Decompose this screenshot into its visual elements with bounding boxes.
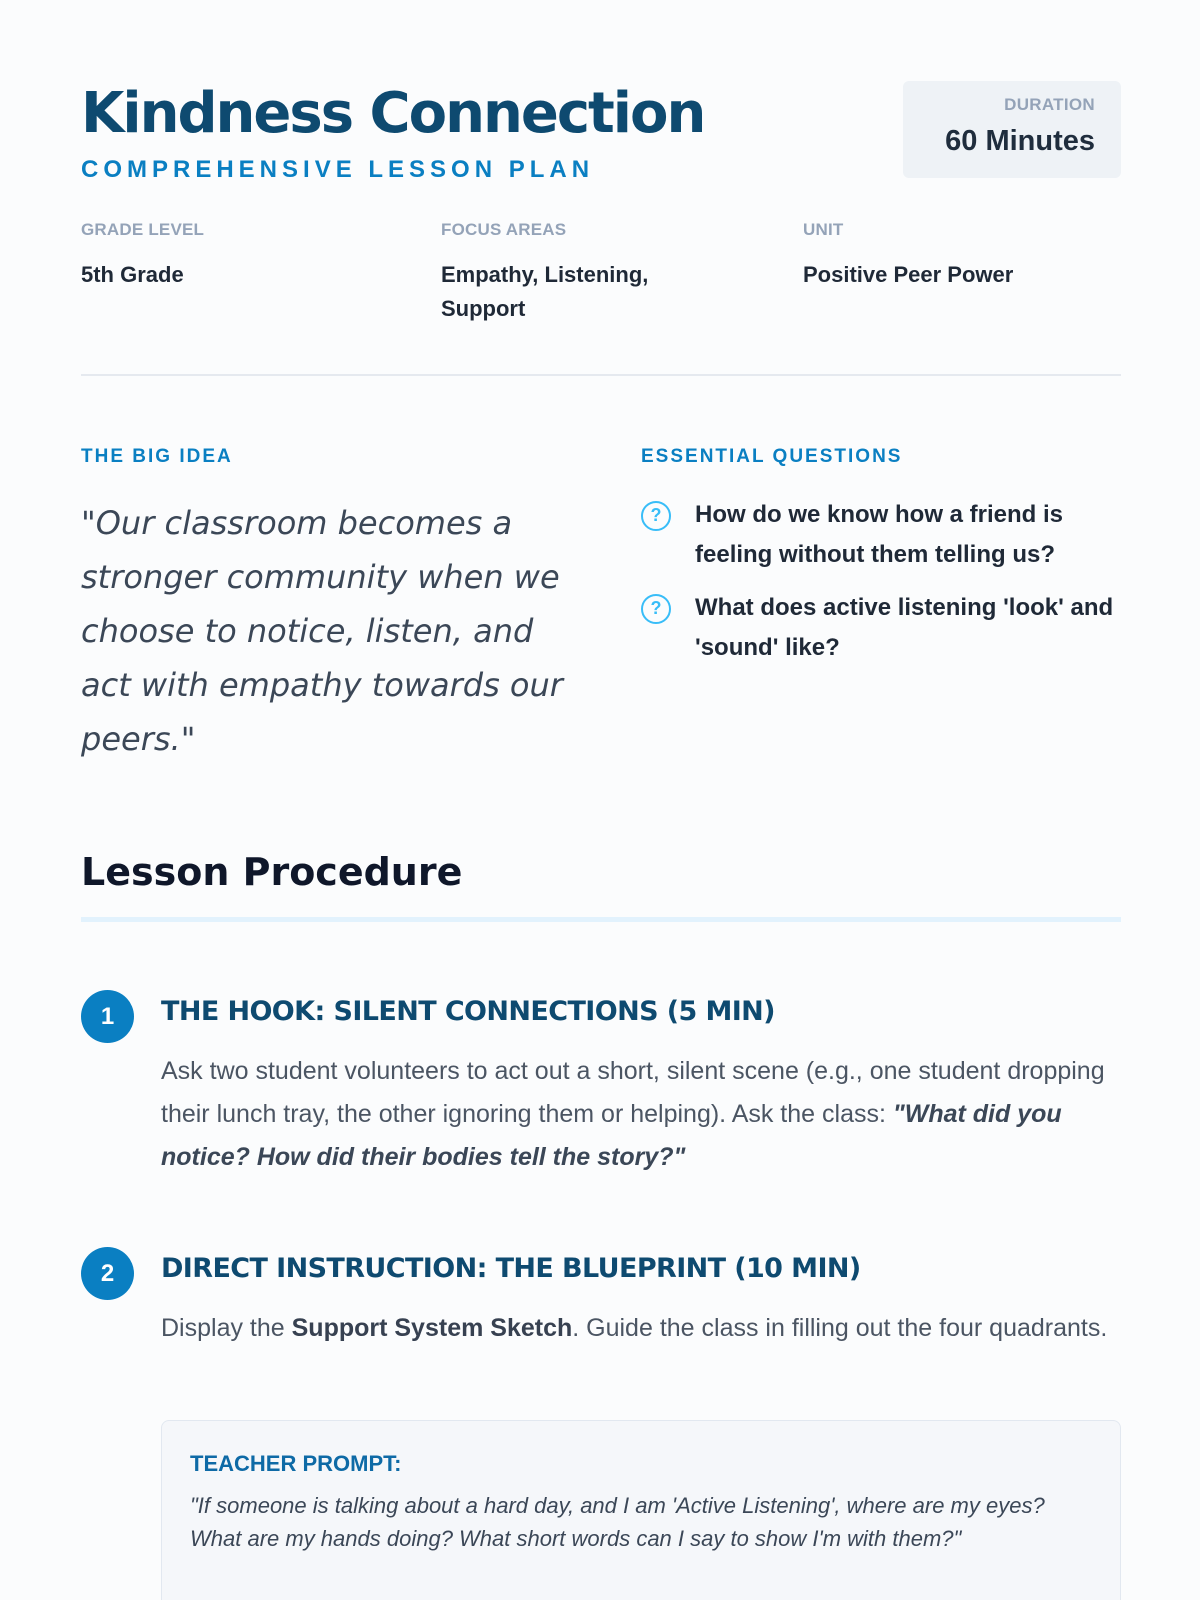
duration-value: 60 Minutes <box>945 125 1095 157</box>
meta-focus-areas <box>441 220 681 326</box>
question-text: What does active listening 'look' and 'sound' like? <box>695 594 1114 661</box>
teacher-prompt-label: TEACHER PROMPT: <box>190 1451 402 1476</box>
big-idea-label: THE BIG IDEA <box>81 446 233 467</box>
meta-grade-level <box>81 220 381 292</box>
meta-value: Positive Peer Power <box>803 262 1014 287</box>
big-idea-quote: "Our classroom becomes a stronger community when we choose to notice, listen, and act with empathy towards our peers." <box>81 504 563 758</box>
duration-label: DURATION <box>1004 95 1095 114</box>
lesson-plan-page <box>81 0 1121 1600</box>
meta-label: FOCUS AREAS <box>441 220 567 239</box>
question-circle-icon: ? <box>641 501 671 531</box>
procedure-title: Lesson Procedure <box>81 850 463 894</box>
procedure-divider <box>81 917 1121 922</box>
step-body-text: . Guide the class in filling out the four quadrants. <box>572 1314 1108 1342</box>
page-title: Kindness Connection <box>81 81 705 146</box>
meta-label: GRADE LEVEL <box>81 220 205 239</box>
duration-card <box>903 81 1121 178</box>
step-description <box>161 1307 1121 1350</box>
meta-value: Empathy, Listening, Support <box>441 262 649 321</box>
step-number-badge: 1 <box>81 990 134 1043</box>
meta-unit <box>803 220 1103 292</box>
question-circle-icon: ? <box>641 594 671 624</box>
essential-questions-list <box>641 495 1121 681</box>
essential-questions-label: ESSENTIAL QUESTIONS <box>641 446 903 467</box>
step-quote: "What did you notice? How did their bodies tell the story?" <box>161 1100 1062 1171</box>
page-subtitle: COMPREHENSIVE LESSON PLAN <box>81 156 595 183</box>
step-body-text: Ask two student volunteers to act out a short, silent scene (e.g., one student dropping their lunch tray, the other ignoring them or helping). Ask the class: <box>161 1057 1105 1128</box>
list-item <box>641 588 1121 668</box>
meta-label: UNIT <box>803 220 844 239</box>
header-divider <box>81 374 1121 376</box>
step-number-badge: 2 <box>81 1247 134 1300</box>
question-text: How do we know how a friend is feeling without them telling us? <box>695 501 1064 568</box>
step-body-text: Display the <box>161 1314 292 1342</box>
step-title: DIRECT INSTRUCTION: THE BLUEPRINT (10 MIN) <box>161 1253 861 1284</box>
teacher-prompt-card <box>161 1420 1121 1600</box>
meta-value: 5th Grade <box>81 262 184 287</box>
step-title: THE HOOK: SILENT CONNECTIONS (5 MIN) <box>161 996 775 1027</box>
highlighted-resource: Support System Sketch <box>291 1314 573 1342</box>
step-description <box>161 1050 1121 1179</box>
list-item <box>641 495 1121 575</box>
teacher-prompt-text: "If someone is talking about a hard day, and I am 'Active Listening', where are my eyes? What are my hands doing? What short words can I say to show I'm with them?" <box>190 1493 1045 1551</box>
